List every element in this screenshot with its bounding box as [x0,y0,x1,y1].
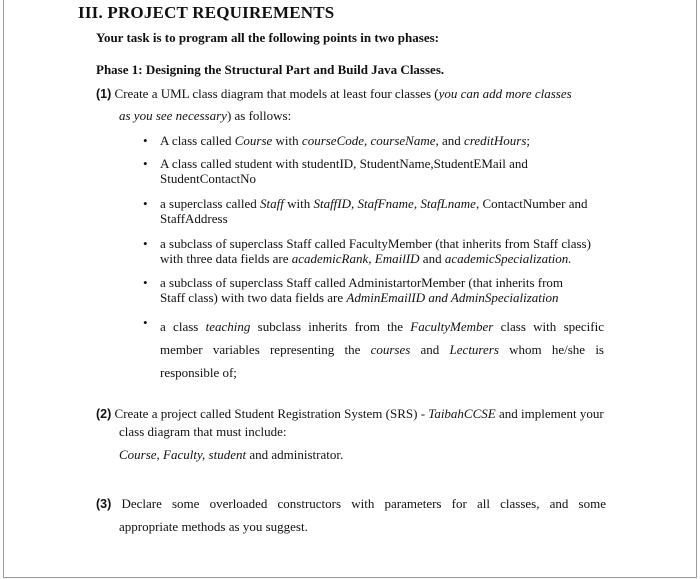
bullet-staff: a superclass called Staff with StaffID, StafFname, StafLname, ContactNumber and StaffAddress [160,196,588,226]
bullet-teaching: a class teaching subclass inherits from the FacultyMember class with specific member variables representing the courses and Lecturers whom he/she is responsible of; [160,319,604,380]
item2-line1: (2) Create a project called Student Registration System (SRS) - TaibahCCSE and implement your [96,406,604,421]
phase1-heading: Phase 1: Designing the Structural Part and Build Java Classes. [96,62,445,77]
bullet-faculty-member: a subclass of superclass Staff called FacultyMember (that inherits from Staff class) with three data fields are academicRank, EmailID and academicSpecialization. [160,236,591,266]
item1-text-b: ) as follows: [226,108,292,123]
item1-line1 [96,86,572,102]
bullet-administrator-member: a subclass of superclass Staff called AdministartorMember (that inherits from Staff class) with two data fields are AdminEmailID and AdminSpecialization [160,275,564,305]
bullet-marker: • [143,315,148,330]
item1-line2 [119,108,291,124]
item1-text-a: Create a UML class diagram that models at least four classes ( [114,86,439,101]
item1-number: (1) [96,87,112,101]
task-statement: Your task is to program all the following points in two phases: [96,30,439,45]
bullet-marker: • [143,196,148,211]
bullet-student: A class called student with studentID, StudentName,StudentEMail and StudentContactNo [160,156,528,186]
bullet-course: A class called Course with courseCode, courseName, and creditHours; [160,133,531,148]
section-title: PROJECT REQUIREMENTS [107,3,335,22]
section-heading [78,3,334,23]
item1-text-a-italic: you can add more classes [438,86,572,101]
item2-number: (2) [96,407,112,421]
item3-number: (3) [96,497,112,511]
item3-line1: (3) Declare some overloaded constructors with parameters for all classes, and some [96,496,606,511]
bullet-marker: • [143,236,148,251]
bullet-marker: • [143,156,148,171]
bullet-marker: • [143,133,148,148]
item2-line2: class diagram that must include: [119,424,287,439]
item2-line3: Course, Faculty, student and administrator. [119,447,344,462]
section-number: III. [78,3,103,22]
item3-line2: appropriate methods as you suggest. [119,519,308,534]
bullet-marker: • [143,275,148,290]
item1-text-b-italic: as you see necessary [119,108,227,123]
